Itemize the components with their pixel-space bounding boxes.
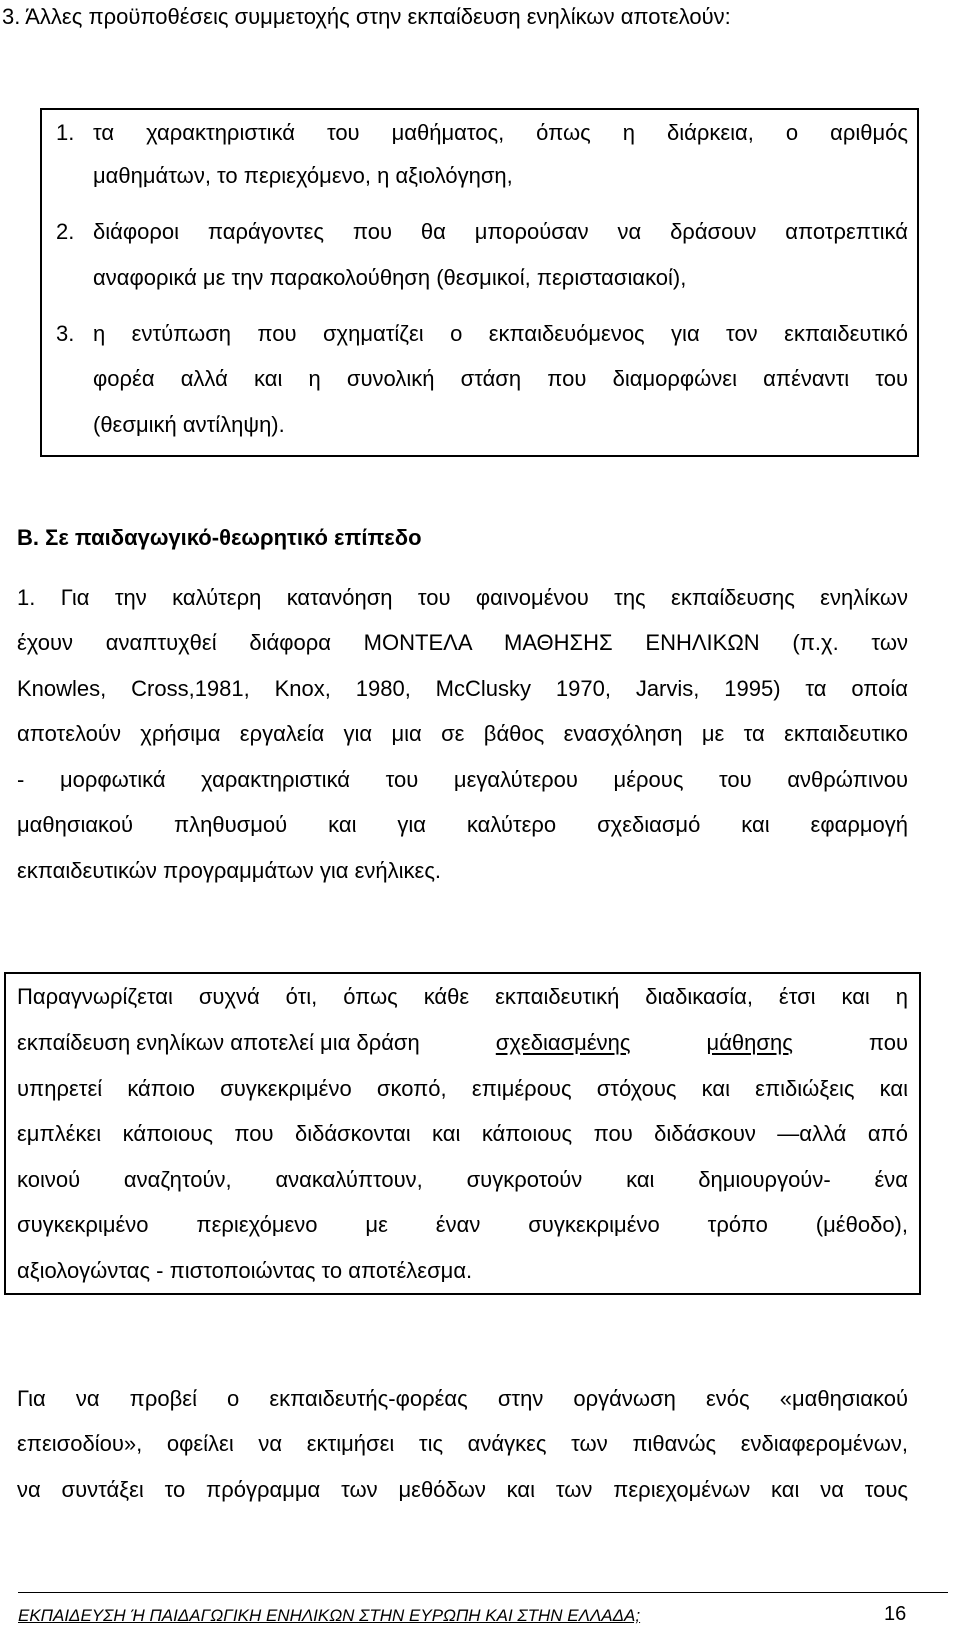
- underlined-learning: μάθησης: [706, 1030, 793, 1055]
- section-b-line-6: μαθησιακού πληθυσμού και για καλύτερο σχεδιασμό και εφαρμογή: [17, 812, 908, 837]
- section-b-line-3: Knowles, Cross,1981, Knox, 1980, McClusky 1970, Jarvis, 1995) τα οποία: [17, 676, 908, 701]
- planned-line-7: αξιολογώντας - πιστοποιώντας το αποτέλεσμα.: [17, 1258, 473, 1283]
- condition-number-1: 1.: [56, 120, 75, 145]
- final-line-3: να συντάξει το πρόγραμμα των μεθόδων και των περιεχομένων και να τους: [17, 1477, 908, 1502]
- section-b-title: Β. Σε παιδαγωγικό-θεωρητικό επίπεδο: [17, 525, 422, 550]
- condition-3-line-2: φορέα αλλά και η συνολική στάση που διαμορφώνει απέναντι του: [93, 366, 908, 391]
- condition-2-line-1: διάφοροι παράγοντες που θα μπορούσαν να δράσουν αποτρεπτικά: [93, 219, 908, 244]
- condition-number-3: 3.: [56, 321, 75, 346]
- section-b-line-2: έχουν αναπτυχθεί διάφορα ΜΟΝΤΕΛΑ ΜΑΘΗΣΗΣ ΕΝΗΛΙΚΩΝ (π.χ. των: [17, 630, 908, 655]
- section-b-line-4: αποτελούν χρήσιμα εργαλεία για μια σε βάθος ενασχόληση με τα εκπαιδευτικο: [17, 721, 908, 746]
- planned-line-6: συγκεκριμένο περιεχόμενο με έναν συγκεκριμένο τρόπο (μέθοδο),: [17, 1212, 908, 1237]
- condition-1-line-1: τα χαρακτηριστικά του μαθήματος, όπως η διάρκεια, ο αριθμός: [93, 120, 908, 145]
- condition-1-line-2: μαθημάτων, το περιεχόμενο, η αξιολόγηση,: [93, 163, 513, 188]
- final-line-2: επεισοδίου», οφείλει να εκτιμήσει τις ανάγκες των πιθανώς ενδιαφερομένων,: [17, 1431, 908, 1456]
- condition-3-line-3: (θεσμική αντίληψη).: [93, 412, 285, 437]
- planned-line-5: κοινού αναζητούν, ανακαλύπτουν, συγκροτούν και δημιουργούν- ένα: [17, 1167, 908, 1192]
- underlined-planned: σχεδιασμένης: [495, 1030, 631, 1055]
- final-line-1: Για να προβεί ο εκπαιδευτής-φορέας στην οργάνωση ενός «μαθησιακού: [17, 1386, 908, 1411]
- intro-heading: 3. Άλλες προϋποθέσεις συμμετοχής στην εκπαίδευση ενηλίκων αποτελούν:: [2, 4, 731, 29]
- section-b-line-7: εκπαιδευτικών προγραμμάτων για ενήλικες.: [17, 858, 442, 883]
- planned-line-2: [17, 1030, 908, 1056]
- section-b-line-5: - μορφωτικά χαρακτηριστικά του μεγαλύτερου μέρους του ανθρώπινου: [17, 767, 908, 792]
- section-b-line-1: 1. Για την καλύτερη κατανόηση του φαινομένου της εκπαίδευσης ενηλίκων: [17, 585, 908, 610]
- condition-number-2: 2.: [56, 219, 75, 244]
- condition-3-line-1: η εντύπωση που σχηματίζει ο εκπαιδευόμενος για τον εκπαιδευτικό: [93, 321, 908, 346]
- page-number: 16: [884, 1603, 907, 1625]
- planned-line-4: εμπλέκει κάποιους που διδάσκονται και κάποιους που διδάσκουν —αλλά από: [17, 1121, 908, 1146]
- planned-line-2-pre: εκπαίδευση ενηλίκων αποτελεί μια δράση: [17, 1030, 420, 1055]
- planned-line-3: υπηρετεί κάποιο συγκεκριμένο σκοπό, επιμέρους στόχους και επιδιώξεις και: [17, 1076, 908, 1101]
- condition-2-line-2: αναφορικά με την παρακολούθηση (θεσμικοί, περιστασιακοί),: [93, 265, 687, 290]
- planned-line-2-post: που: [868, 1030, 908, 1055]
- footer-title: ΕΚΠΑΙΔΕΥΣΗ Ή ΠΑΙΔΑΓΩΓΙΚΗ ΕΝΗΛΙΚΩΝ ΣΤΗΝ ΕΥΡΩΠΗ ΚΑΙ ΣΤΗΝ ΕΛΛΑΔΑ;: [18, 1606, 641, 1625]
- planned-line-1: Παραγνωρίζεται συχνά ότι, όπως κάθε εκπαιδευτική διαδικασία, έτσι και η: [17, 984, 908, 1009]
- footer-rule: [18, 1592, 948, 1593]
